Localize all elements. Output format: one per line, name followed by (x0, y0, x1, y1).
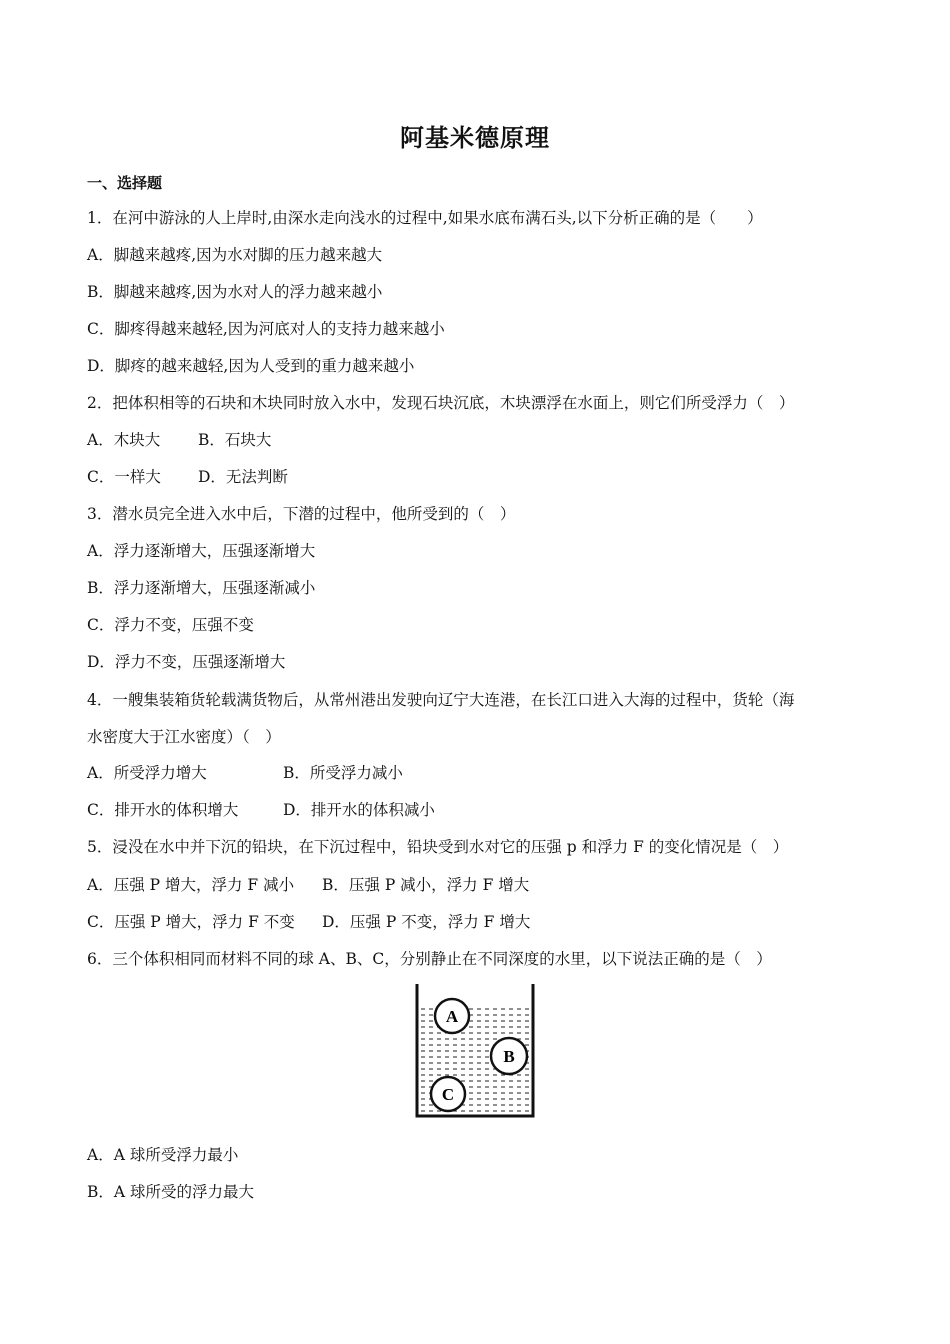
question-2-option-d: D．无法判断 (198, 468, 288, 486)
question-1-option-a: A．脚越来越疼,因为水对脚的压力越来越大 (87, 246, 383, 264)
question-2-stem: 2．把体积相等的石块和木块同时放入水中，发现石块沉底，木块漂浮在水面上，则它们所受浮力（ ） (87, 394, 795, 412)
question-1-option-c: C．脚疼得越来越轻,因为河底对人的支持力越来越小 (87, 320, 445, 338)
question-4-option-d: D．排开水的体积减小 (283, 801, 435, 819)
svg-text:B: B (503, 1047, 515, 1066)
question-6-option-a: A．A 球所受浮力最小 (87, 1146, 239, 1164)
question-6-stem: 6．三个体积相同而材料不同的球 A、B、C，分别静止在不同深度的水里，以下说法正确的是（ ） (87, 950, 772, 968)
question-3-option-c: C．浮力不变，压强不变 (87, 616, 254, 634)
ball-c (431, 1077, 465, 1111)
container-diagram (412, 982, 538, 1120)
question-3-option-d: D．浮力不变，压强逐渐增大 (87, 653, 286, 671)
question-4-option-b: B．所受浮力减小 (283, 764, 403, 782)
question-5-stem: 5．浸没在水中并下沉的铅块，在下沉过程中，铅块受到水对它的压强 p 和浮力 F 的变化情况是（ ） (87, 838, 789, 856)
question-2-option-a: A．木块大 (87, 431, 161, 449)
page-title: 阿基米德原理 (400, 124, 550, 152)
svg-text:A: A (445, 1007, 459, 1026)
question-3-option-b: B．浮力逐渐增大，压强逐渐减小 (87, 579, 316, 597)
question-5-option-b: B．压强 P 减小，浮力 F 增大 (322, 876, 530, 894)
question-2-option-b: B．石块大 (198, 431, 272, 449)
question-5-option-a: A．压强 P 增大，浮力 F 减小 (87, 876, 295, 894)
question-1-option-d: D．脚疼的越来越轻,因为人受到的重力越来越小 (87, 357, 415, 375)
question-4-option-c: C．排开水的体积增大 (87, 801, 239, 819)
ball-a (435, 999, 469, 1033)
svg-text:C: C (441, 1085, 455, 1104)
question-3-stem: 3．潜水员完全进入水中后，下潜的过程中，他所受到的（ ） (87, 505, 516, 523)
question-5-option-c: C．压强 P 增大，浮力 F 不变 (87, 913, 295, 931)
question-6-option-b: B．A 球所受的浮力最大 (87, 1183, 255, 1201)
tank-figure (412, 982, 538, 1120)
section-heading: 一、选择题 (87, 174, 163, 192)
question-1-option-b: B．脚越来越疼,因为水对人的浮力越来越小 (87, 283, 383, 301)
question-1-stem: 1．在河中游泳的人上岸时,由深水走向浅水的过程中,如果水底布满石头,以下分析正确的是（ ） (87, 209, 763, 227)
question-2-option-c: C．一样大 (87, 468, 161, 486)
question-4-stem-line-2: 水密度大于江水密度）（ ） (87, 728, 281, 746)
ball-b (491, 1038, 527, 1074)
question-5-option-d: D．压强 P 不变，浮力 F 增大 (322, 913, 531, 931)
question-4-stem-line-1: 4．一艘集装箱货轮载满货物后，从常州港出发驶向辽宁大连港，在长江口进入大海的过程中，货轮（海 (87, 691, 795, 709)
question-3-option-a: A．浮力逐渐增大，压强逐渐增大 (87, 542, 316, 560)
question-4-option-a: A．所受浮力增大 (87, 764, 207, 782)
